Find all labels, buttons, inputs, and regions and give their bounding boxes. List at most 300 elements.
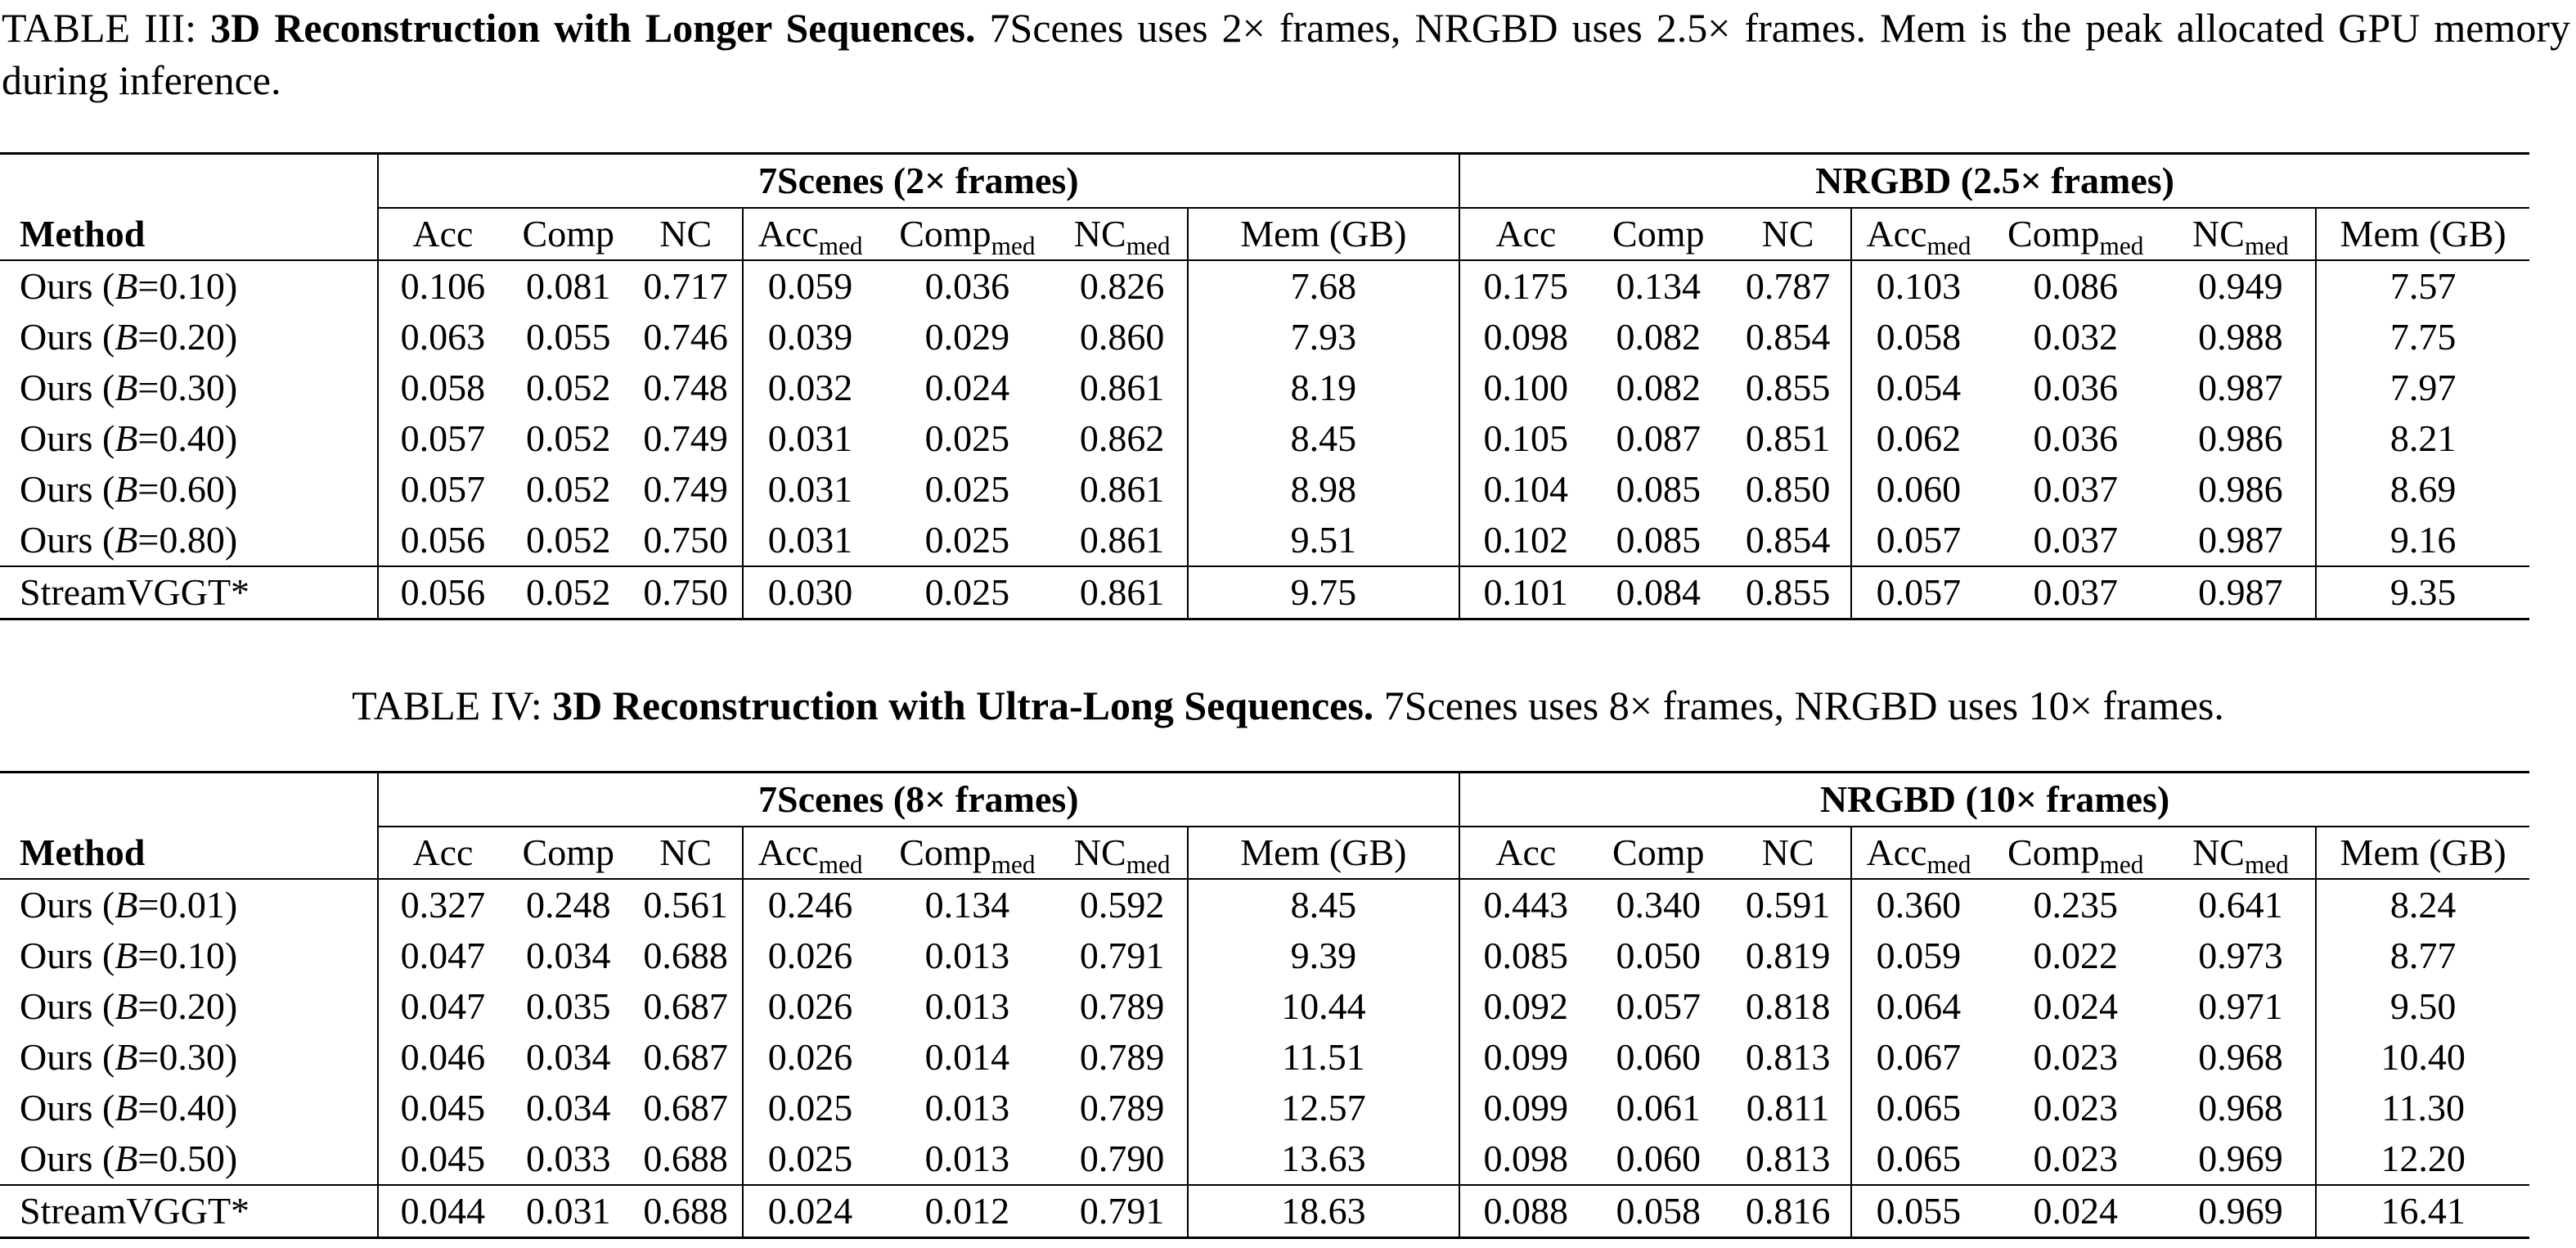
method-cell xyxy=(0,413,378,464)
metric-cell: 0.861 xyxy=(1058,566,1188,619)
metric-cell: 0.033 xyxy=(526,1138,611,1179)
table-row xyxy=(0,981,2529,1032)
metric-cell: 0.098 xyxy=(1483,316,1569,358)
column-header-row xyxy=(0,208,2529,260)
metric-cell: 16.41 xyxy=(2316,1185,2529,1238)
metric-cell: 0.826 xyxy=(1058,260,1188,312)
column-header-base: Comp xyxy=(522,213,614,255)
metric-cell: 0.022 xyxy=(2033,935,2118,976)
metric-cell: 0.058 xyxy=(1591,1185,1725,1238)
metric-cell: 0.818 xyxy=(1745,985,1831,1027)
method-cell: StreamVGGT* xyxy=(0,566,378,619)
method-cell xyxy=(0,312,378,363)
metric-cell: 0.058 xyxy=(400,367,486,408)
metric-cell: 0.082 xyxy=(1616,367,1702,408)
method-value: =0.50) xyxy=(137,1138,238,1179)
column-header xyxy=(1188,827,1460,879)
metric-cell: 0.102 xyxy=(1483,519,1569,561)
column-header-base: Mem (GB) xyxy=(2340,213,2506,255)
table-row xyxy=(0,515,2529,566)
table-iii xyxy=(0,152,2529,620)
metric-cell: 0.789 xyxy=(1079,985,1165,1027)
method-prefix: Ours ( xyxy=(20,935,115,976)
metric-cell: 0.059 xyxy=(1851,930,1985,981)
metric-cell: 0.850 xyxy=(1745,468,1831,510)
metric-cell: 0.749 xyxy=(643,468,728,510)
caption-text: 7Scenes uses 8× frames, NRGBD uses 10× frames. xyxy=(1373,683,2224,728)
table-iii-caption xyxy=(2,2,2570,106)
metric-cell: 0.106 xyxy=(378,260,508,312)
method-param: B xyxy=(115,935,138,976)
method-cell xyxy=(0,260,378,312)
metric-cell: 0.052 xyxy=(526,468,611,510)
metric-cell: 0.085 xyxy=(1483,935,1569,976)
metric-cell: 0.036 xyxy=(2033,417,2118,459)
metric-cell: 0.443 xyxy=(1459,879,1591,930)
column-header-base: NC xyxy=(1073,831,1126,873)
method-param: B xyxy=(115,985,138,1027)
metric-cell: 0.969 xyxy=(2166,1185,2317,1238)
column-header-base: Mem (GB) xyxy=(1240,831,1407,873)
metric-cell: 0.057 xyxy=(400,417,486,459)
metric-cell: 0.861 xyxy=(1079,519,1165,561)
metric-cell: 0.100 xyxy=(1483,367,1569,408)
metric-cell: 0.986 xyxy=(2198,468,2283,510)
method-prefix: Ours ( xyxy=(20,519,115,561)
metric-cell: 0.987 xyxy=(2198,519,2283,561)
table-row xyxy=(0,879,2529,930)
metric-cell: 0.340 xyxy=(1591,879,1725,930)
metric-cell: 0.811 xyxy=(1746,1087,1830,1129)
column-header xyxy=(507,827,629,879)
metric-cell: 0.971 xyxy=(2198,985,2283,1027)
method-param: B xyxy=(115,1087,138,1129)
column-header xyxy=(1058,208,1188,260)
metric-cell: 0.816 xyxy=(1725,1185,1851,1238)
method-prefix: Ours ( xyxy=(20,265,115,307)
column-header-base: Mem (GB) xyxy=(1240,213,1407,255)
column-header-subscript: med xyxy=(2244,850,2289,879)
metric-cell: 0.789 xyxy=(1079,1036,1165,1078)
metric-cell: 0.987 xyxy=(2198,367,2283,408)
column-header xyxy=(2316,208,2529,260)
metric-cell: 0.099 xyxy=(1483,1036,1569,1078)
table-row xyxy=(0,1032,2529,1083)
column-header-base: Comp xyxy=(899,831,991,873)
column-header xyxy=(1985,208,2166,260)
column-header xyxy=(1591,827,1725,879)
column-header-base: Mem (GB) xyxy=(2340,831,2506,873)
column-header xyxy=(743,208,877,260)
metric-cell: 0.031 xyxy=(743,464,877,515)
metric-cell: 0.032 xyxy=(743,363,877,413)
metric-cell: 0.056 xyxy=(400,519,486,561)
column-header xyxy=(1725,827,1851,879)
caption-title: 3D Reconstruction with Ultra-Long Sequences. xyxy=(552,683,1374,728)
column-header xyxy=(629,827,743,879)
metric-cell: 11.30 xyxy=(2316,1083,2529,1133)
metric-cell: 10.40 xyxy=(2316,1032,2529,1083)
metric-cell: 0.968 xyxy=(2198,1036,2283,1078)
metric-cell: 0.035 xyxy=(526,985,611,1027)
metric-cell: 0.039 xyxy=(743,312,877,363)
method-param: B xyxy=(115,884,138,926)
metric-cell: 9.50 xyxy=(2316,981,2529,1032)
column-header xyxy=(1985,827,2166,879)
method-param: B xyxy=(115,1036,138,1078)
baseline-row xyxy=(0,566,2529,619)
column-header xyxy=(1459,827,1591,879)
method-value: =0.60) xyxy=(137,468,238,510)
metric-cell: 0.988 xyxy=(2198,316,2283,358)
metric-cell: 9.35 xyxy=(2316,566,2529,619)
column-header-base: Acc xyxy=(1495,213,1557,255)
metric-cell: 0.034 xyxy=(526,1087,611,1129)
table-row xyxy=(0,260,2529,312)
method-header-spacer xyxy=(0,773,378,827)
metric-cell: 0.687 xyxy=(643,1036,728,1078)
method-prefix: Ours ( xyxy=(20,1087,115,1129)
metric-cell: 0.717 xyxy=(629,260,743,312)
method-prefix: Ours ( xyxy=(20,1138,115,1179)
metric-cell: 0.046 xyxy=(400,1036,486,1078)
column-header xyxy=(629,208,743,260)
metric-cell: 0.968 xyxy=(2198,1087,2283,1129)
metric-cell: 9.75 xyxy=(1188,566,1460,619)
metric-cell: 0.746 xyxy=(643,316,728,358)
table-row xyxy=(0,363,2529,413)
metric-cell: 18.63 xyxy=(1188,1185,1460,1238)
column-header-base: Comp xyxy=(2007,831,2100,873)
method-value: =0.30) xyxy=(137,1036,238,1078)
column-header-subscript: med xyxy=(1926,850,1971,879)
metric-cell: 0.052 xyxy=(526,367,611,408)
metric-cell: 0.024 xyxy=(924,367,1010,408)
metric-cell: 0.023 xyxy=(2033,1036,2118,1078)
metric-cell: 0.065 xyxy=(1851,1133,1985,1185)
dataset-group-header: NRGBD (2.5× frames) xyxy=(1459,154,2529,209)
metric-cell: 0.687 xyxy=(643,1087,728,1129)
column-header xyxy=(2316,827,2529,879)
metric-cell: 0.591 xyxy=(1725,879,1851,930)
column-header xyxy=(2166,827,2317,879)
metric-cell: 0.056 xyxy=(378,566,508,619)
group-header-row xyxy=(0,773,2529,827)
metric-cell: 0.592 xyxy=(1058,879,1188,930)
metric-cell: 0.052 xyxy=(507,566,629,619)
metric-cell: 8.24 xyxy=(2316,879,2529,930)
method-prefix: Ours ( xyxy=(20,367,115,408)
metric-cell: 0.854 xyxy=(1745,316,1831,358)
metric-cell: 0.855 xyxy=(1725,566,1851,619)
metric-cell: 0.851 xyxy=(1745,417,1831,459)
metric-cell: 8.98 xyxy=(1188,464,1460,515)
metric-cell: 0.862 xyxy=(1079,417,1165,459)
metric-cell: 0.861 xyxy=(1079,468,1165,510)
method-cell: StreamVGGT* xyxy=(0,1185,378,1238)
method-value: =0.01) xyxy=(137,884,238,926)
column-header xyxy=(378,208,508,260)
metric-cell: 0.813 xyxy=(1745,1036,1831,1078)
metric-cell: 0.134 xyxy=(877,879,1058,930)
column-header-base: Comp xyxy=(2007,213,2100,255)
column-header xyxy=(877,208,1058,260)
metric-cell: 0.013 xyxy=(924,985,1010,1027)
column-header-subscript: med xyxy=(818,232,863,260)
method-param: B xyxy=(115,1138,138,1179)
column-header xyxy=(1725,208,1851,260)
metric-cell: 9.16 xyxy=(2316,515,2529,566)
method-prefix: Ours ( xyxy=(20,985,115,1027)
method-prefix: Ours ( xyxy=(20,468,115,510)
column-header xyxy=(1851,827,1985,879)
metric-cell: 0.641 xyxy=(2166,879,2317,930)
metric-cell: 0.105 xyxy=(1483,417,1569,459)
baseline-row xyxy=(0,1185,2529,1238)
metric-cell: 0.790 xyxy=(1079,1138,1165,1179)
metric-cell: 0.025 xyxy=(924,468,1010,510)
metric-cell: 12.20 xyxy=(2316,1133,2529,1185)
metric-cell: 0.055 xyxy=(526,316,611,358)
metric-cell: 0.787 xyxy=(1725,260,1851,312)
metric-cell: 0.360 xyxy=(1851,879,1985,930)
metric-cell: 0.031 xyxy=(743,515,877,566)
metric-cell: 0.047 xyxy=(400,935,486,976)
metric-cell: 0.099 xyxy=(1483,1087,1569,1129)
metric-cell: 0.063 xyxy=(400,316,486,358)
metric-cell: 0.057 xyxy=(400,468,486,510)
column-header-row xyxy=(0,827,2529,879)
column-header-subscript: med xyxy=(991,850,1036,879)
metric-cell: 0.023 xyxy=(2033,1138,2118,1179)
metric-cell: 0.688 xyxy=(643,1138,728,1179)
metric-cell: 0.060 xyxy=(1616,1138,1702,1179)
metric-cell: 0.854 xyxy=(1745,519,1831,561)
metric-cell: 0.819 xyxy=(1745,935,1831,976)
metric-cell: 7.75 xyxy=(2316,312,2529,363)
metric-cell: 0.087 xyxy=(1616,417,1702,459)
metric-cell: 0.973 xyxy=(2198,935,2283,976)
caption-text: 7Scenes uses 2× frames, NRGBD uses 2.5× frames. Mem is the peak allocated GPU memory during inference. xyxy=(2,5,2570,103)
column-header-base: NC xyxy=(1761,831,1814,873)
column-header-subscript: med xyxy=(1126,232,1171,260)
metric-cell: 0.687 xyxy=(643,985,728,1027)
metric-cell: 0.060 xyxy=(1851,464,1985,515)
metric-cell: 0.085 xyxy=(1616,519,1702,561)
table-row xyxy=(0,413,2529,464)
column-header-base: Acc xyxy=(758,831,819,873)
method-param: B xyxy=(115,367,138,408)
metric-cell: 0.029 xyxy=(924,316,1010,358)
metric-cell: 0.986 xyxy=(2198,417,2283,459)
metric-cell: 0.813 xyxy=(1745,1138,1831,1179)
table-row xyxy=(0,1083,2529,1133)
column-header-base: Acc xyxy=(1495,831,1557,873)
method-cell xyxy=(0,930,378,981)
dataset-group-header: 7Scenes (8× frames) xyxy=(378,773,1460,827)
column-header xyxy=(743,827,877,879)
metric-cell: 0.034 xyxy=(526,935,611,976)
metric-cell: 0.860 xyxy=(1079,316,1165,358)
metric-cell: 0.062 xyxy=(1851,413,1985,464)
method-cell xyxy=(0,464,378,515)
method-cell xyxy=(0,879,378,930)
metric-cell: 0.057 xyxy=(1851,515,1985,566)
method-value: =0.30) xyxy=(137,367,238,408)
metric-cell: 0.104 xyxy=(1483,468,1569,510)
table-row xyxy=(0,930,2529,981)
table-row xyxy=(0,1133,2529,1185)
metric-cell: 12.57 xyxy=(1188,1083,1460,1133)
metric-cell: 0.024 xyxy=(1985,1185,2166,1238)
method-param: B xyxy=(115,265,138,307)
method-prefix: Ours ( xyxy=(20,417,115,459)
method-header: Method xyxy=(0,827,378,879)
metric-cell: 0.030 xyxy=(743,566,877,619)
method-cell xyxy=(0,981,378,1032)
column-header-base: Comp xyxy=(899,213,991,255)
metric-cell: 9.51 xyxy=(1188,515,1460,566)
metric-cell: 0.025 xyxy=(877,566,1058,619)
column-header xyxy=(877,827,1058,879)
metric-cell: 0.024 xyxy=(743,1185,877,1238)
metric-cell: 0.044 xyxy=(378,1185,508,1238)
metric-cell: 0.969 xyxy=(2198,1138,2283,1179)
metric-cell: 0.987 xyxy=(2166,566,2317,619)
metric-cell: 0.050 xyxy=(1616,935,1702,976)
column-header-base: NC xyxy=(659,213,713,255)
metric-cell: 0.059 xyxy=(743,260,877,312)
column-header-subscript: med xyxy=(2099,850,2144,879)
metric-cell: 0.855 xyxy=(1745,367,1831,408)
metric-cell: 10.44 xyxy=(1188,981,1460,1032)
metric-cell: 8.45 xyxy=(1188,413,1460,464)
metric-cell: 0.034 xyxy=(526,1036,611,1078)
metric-cell: 0.031 xyxy=(743,413,877,464)
method-prefix: Ours ( xyxy=(20,884,115,926)
metric-cell: 0.025 xyxy=(924,417,1010,459)
method-param: B xyxy=(115,316,138,358)
metric-cell: 0.092 xyxy=(1483,985,1569,1027)
method-value: =0.10) xyxy=(137,935,238,976)
method-param: B xyxy=(115,468,138,510)
column-header-subscript: med xyxy=(991,232,1036,260)
metric-cell: 0.134 xyxy=(1591,260,1725,312)
method-value: =0.10) xyxy=(137,265,238,307)
metric-cell: 0.561 xyxy=(629,879,743,930)
table-iv-caption xyxy=(0,679,2576,732)
dataset-group-header: NRGBD (10× frames) xyxy=(1459,773,2529,827)
method-prefix: Ours ( xyxy=(20,316,115,358)
metric-cell: 0.060 xyxy=(1616,1036,1702,1078)
metric-cell: 0.098 xyxy=(1483,1138,1569,1179)
column-header xyxy=(2166,208,2317,260)
metric-cell: 8.19 xyxy=(1188,363,1460,413)
column-header-subscript: med xyxy=(1926,232,1971,260)
column-header-subscript: med xyxy=(2244,232,2289,260)
metric-cell: 0.055 xyxy=(1851,1185,1985,1238)
metric-cell: 0.025 xyxy=(743,1083,877,1133)
metric-cell: 0.045 xyxy=(400,1087,486,1129)
column-header-base: NC xyxy=(2192,213,2245,255)
metric-cell: 0.175 xyxy=(1459,260,1591,312)
method-value: =0.40) xyxy=(137,1087,238,1129)
column-header-base: Comp xyxy=(522,831,614,873)
table-iv xyxy=(0,771,2529,1239)
metric-cell: 0.037 xyxy=(2033,468,2118,510)
metric-cell: 0.052 xyxy=(526,417,611,459)
column-header-subscript: med xyxy=(818,850,863,879)
metric-cell: 0.101 xyxy=(1459,566,1591,619)
method-value: =0.20) xyxy=(137,316,238,358)
metric-cell: 0.025 xyxy=(924,519,1010,561)
metric-cell: 0.065 xyxy=(1851,1083,1985,1133)
metric-cell: 0.749 xyxy=(643,417,728,459)
metric-cell: 0.026 xyxy=(743,981,877,1032)
column-header-subscript: med xyxy=(2099,232,2144,260)
metric-cell: 7.97 xyxy=(2316,363,2529,413)
metric-cell: 0.026 xyxy=(743,1032,877,1083)
column-header xyxy=(1591,208,1725,260)
metric-cell: 0.067 xyxy=(1851,1032,1985,1083)
column-header-base: NC xyxy=(659,831,713,873)
metric-cell: 0.327 xyxy=(378,879,508,930)
metric-cell: 0.045 xyxy=(400,1138,486,1179)
column-header xyxy=(1058,827,1188,879)
metric-cell: 0.088 xyxy=(1459,1185,1591,1238)
method-header: Method xyxy=(0,208,378,260)
group-header-row xyxy=(0,154,2529,209)
metric-cell: 0.064 xyxy=(1851,981,1985,1032)
metric-cell: 0.036 xyxy=(2033,367,2118,408)
column-header-base: Comp xyxy=(1612,831,1705,873)
method-cell xyxy=(0,363,378,413)
metric-cell: 0.082 xyxy=(1616,316,1702,358)
metric-cell: 0.052 xyxy=(526,519,611,561)
caption-label: TABLE III: xyxy=(2,5,211,51)
metric-cell: 7.57 xyxy=(2316,260,2529,312)
metric-cell: 0.748 xyxy=(643,367,728,408)
method-param: B xyxy=(115,417,138,459)
metric-cell: 0.023 xyxy=(2033,1087,2118,1129)
metric-cell: 0.026 xyxy=(743,930,877,981)
method-cell xyxy=(0,515,378,566)
column-header xyxy=(1459,208,1591,260)
caption-title: 3D Reconstruction with Longer Sequences. xyxy=(210,5,976,51)
table-row xyxy=(0,464,2529,515)
metric-cell: 0.246 xyxy=(743,879,877,930)
metric-cell: 0.789 xyxy=(1079,1087,1165,1129)
metric-cell: 0.013 xyxy=(924,1138,1010,1179)
column-header-base: Acc xyxy=(1866,213,1927,255)
metric-cell: 0.024 xyxy=(2033,985,2118,1027)
column-header-base: Acc xyxy=(758,213,819,255)
method-prefix: Ours ( xyxy=(20,1036,115,1078)
method-cell xyxy=(0,1083,378,1133)
metric-cell: 8.45 xyxy=(1188,879,1460,930)
metric-cell: 0.791 xyxy=(1079,935,1165,976)
metric-cell: 0.013 xyxy=(924,1087,1010,1129)
column-header-base: NC xyxy=(2192,831,2245,873)
method-value: =0.40) xyxy=(137,417,238,459)
metric-cell: 0.058 xyxy=(1851,312,1985,363)
column-header-base: Acc xyxy=(412,213,474,255)
metric-cell: 8.77 xyxy=(2316,930,2529,981)
metric-cell: 0.688 xyxy=(643,935,728,976)
column-header-subscript: med xyxy=(1126,850,1171,879)
metric-cell: 0.037 xyxy=(2033,519,2118,561)
method-value: =0.80) xyxy=(137,519,238,561)
